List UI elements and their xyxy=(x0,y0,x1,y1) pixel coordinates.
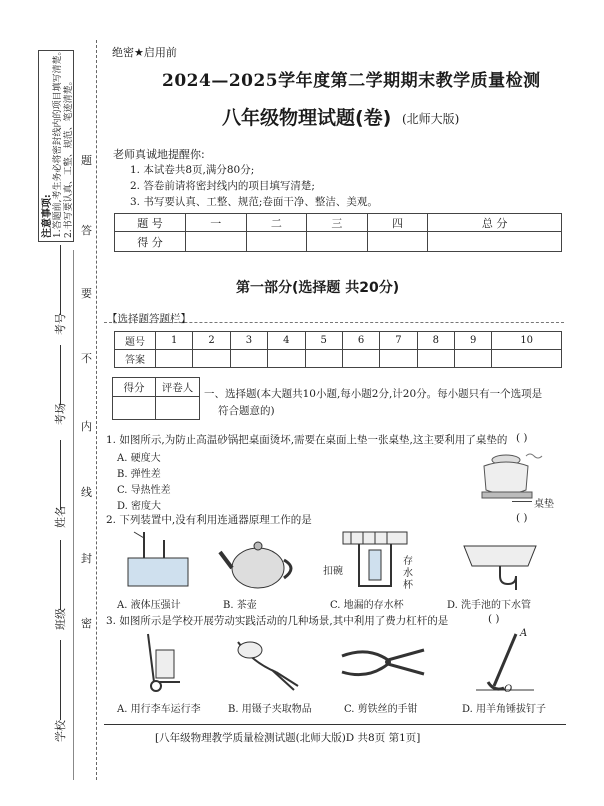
answer-number: 7 xyxy=(380,332,417,350)
q3-luggage-cart-figure xyxy=(140,632,190,694)
q1-option-a[interactable]: A. 硬度大 xyxy=(117,453,161,464)
q2-sink-figure xyxy=(460,540,540,592)
answer-number: 2 xyxy=(193,332,230,350)
answer-cell[interactable] xyxy=(230,350,267,368)
answer-cell[interactable] xyxy=(492,350,562,368)
q3-option-c[interactable]: C. 剪铁丝的手钳 xyxy=(344,704,418,715)
q2-option-b[interactable]: B. 茶壶 xyxy=(223,600,257,611)
grader-score-cell[interactable] xyxy=(113,397,156,420)
section1-instruction: 一、选择题(本大题共10小题,每小题2分,计20分。每小题只有一个选项是 xyxy=(204,388,543,400)
field-school: 学校 xyxy=(54,720,67,742)
score-header-cell: 题 号 xyxy=(115,214,186,232)
field-exam-number: 考号 xyxy=(54,313,67,335)
grader-name-cell[interactable] xyxy=(156,397,200,420)
answer-number: 9 xyxy=(455,332,492,350)
score-header-cell: 一 xyxy=(186,214,247,232)
answer-row-label: 答案 xyxy=(115,350,156,368)
question-1-paren: ( ) xyxy=(516,432,528,444)
q3-pliers-figure xyxy=(338,636,428,692)
q3-option-d[interactable]: D. 用羊角锤拔钉子 xyxy=(462,704,547,715)
score-header-cell: 二 xyxy=(246,214,307,232)
score-row-label: 得 分 xyxy=(115,232,186,252)
score-table xyxy=(114,213,562,252)
answer-number: 1 xyxy=(156,332,193,350)
notice-title: 注意事项: xyxy=(42,194,53,238)
q3-force-label: A xyxy=(520,628,528,639)
seal-word: 密 xyxy=(81,617,92,630)
score-header-cell: 总 分 xyxy=(428,214,562,232)
question-3-stem: 3. 如图所示是学校开展劳动实践活动的几种场景,其中利用了费力杠杆的是 xyxy=(106,615,449,627)
answer-cell[interactable] xyxy=(193,350,230,368)
answer-cell[interactable] xyxy=(380,350,417,368)
answer-number: 6 xyxy=(342,332,379,350)
grader-label: 评卷人 xyxy=(156,378,200,397)
grader-score-label: 得分 xyxy=(113,378,156,397)
notice-line-2: 2.书写要认真、工整、规范、笔迹清楚。 xyxy=(64,76,74,238)
score-cell[interactable] xyxy=(186,232,247,252)
seal-word: 不 xyxy=(81,352,92,365)
answer-cell[interactable] xyxy=(156,350,193,368)
question-2-paren: ( ) xyxy=(516,512,528,524)
exam-title: 2024—2025学年度第二学期期末教学质量检测 xyxy=(162,71,541,91)
seal-word: 答 xyxy=(81,224,92,237)
reminder-item: 1. 本试卷共8页,满分80分; xyxy=(130,164,255,176)
q3-option-b[interactable]: B. 用镊子夹取物品 xyxy=(228,704,312,715)
reminder-title: 老师真诚地提醒你: xyxy=(113,148,205,161)
q1-option-d[interactable]: D. 密度大 xyxy=(117,501,162,512)
q2-teapot-figure xyxy=(218,538,298,592)
seal-word: 封 xyxy=(81,552,92,565)
question-3-paren: ( ) xyxy=(488,613,500,625)
seal-line xyxy=(96,40,97,780)
answer-box-title: 【选择题答题栏】 xyxy=(107,313,191,325)
answer-cell[interactable] xyxy=(417,350,454,368)
q2-cup-label: 水 xyxy=(403,568,413,579)
answer-number: 5 xyxy=(305,332,342,350)
seal-word: 内 xyxy=(81,420,92,433)
reminder-item: 2. 答卷前请将密封线内的项目填写清楚; xyxy=(130,180,315,192)
q1-option-c[interactable]: C. 导热性差 xyxy=(117,485,171,496)
answer-table xyxy=(114,331,562,368)
q2-cup-label: 杯 xyxy=(403,580,413,591)
answer-number: 10 xyxy=(492,332,562,350)
answer-cell[interactable] xyxy=(305,350,342,368)
seal-word: 题 xyxy=(81,154,92,167)
score-header-cell: 三 xyxy=(307,214,368,232)
subject-title: 八年级物理试题(卷) xyxy=(222,107,392,129)
score-cell[interactable] xyxy=(307,232,368,252)
q2-option-c[interactable]: C. 地漏的存水杯 xyxy=(330,600,404,611)
field-name: 姓名 xyxy=(54,506,67,528)
q2-option-d[interactable]: D. 洗手池的下水管 xyxy=(447,600,532,611)
field-exam-room: 考场 xyxy=(54,403,67,425)
answer-number: 4 xyxy=(268,332,305,350)
answer-cell[interactable] xyxy=(268,350,305,368)
seal-word: 线 xyxy=(81,486,92,499)
grader-table xyxy=(112,377,200,420)
answer-number: 8 xyxy=(417,332,454,350)
question-1-stem: 1. 如图所示,为防止高温砂锅把桌面烫坏,需要在桌面上垫一张桌垫,这主要利用了桌垫的 xyxy=(106,434,508,446)
field-class: 班级 xyxy=(54,608,67,630)
q2-cup-label: 存 xyxy=(403,556,413,567)
seal-line-2 xyxy=(73,250,74,780)
score-cell[interactable] xyxy=(246,232,307,252)
answer-number: 3 xyxy=(230,332,267,350)
seal-word: 要 xyxy=(81,287,92,300)
page-footer: [八年级物理教学质量检测试题(北师大版)D 共8页 第1页] xyxy=(155,732,421,744)
part1-title: 第一部分(选择题 共20分) xyxy=(236,280,400,296)
q3-pivot-label: O xyxy=(504,684,513,695)
q1-mat-label: 桌垫 xyxy=(534,499,554,510)
q2-option-a[interactable]: A. 液体压强计 xyxy=(117,600,181,611)
reminder-item: 3. 书写要认真、工整、规范;卷面干净、整洁、美观。 xyxy=(130,196,378,208)
question-2-stem: 2. 下列装置中,没有利用连通器原理工作的是 xyxy=(106,514,312,526)
q1-option-b[interactable]: B. 弹性差 xyxy=(117,469,161,480)
answer-cell[interactable] xyxy=(455,350,492,368)
q2-bowl-label: 扣碗 xyxy=(323,566,343,577)
secret-label: 绝密★启用前 xyxy=(112,46,177,59)
q3-option-a[interactable]: A. 用行李车运行李 xyxy=(117,704,201,715)
edition-label: (北师大版) xyxy=(402,112,460,126)
score-cell[interactable] xyxy=(367,232,428,252)
answer-row-label: 题号 xyxy=(115,332,156,350)
notice-line-1: 1.答题前,考生务必将密封线内的项目填写清楚。 xyxy=(53,46,63,238)
score-header-cell: 四 xyxy=(367,214,428,232)
answer-cell[interactable] xyxy=(342,350,379,368)
q3-tweezers-figure xyxy=(232,632,302,694)
score-cell[interactable] xyxy=(428,232,562,252)
section1-instruction-2: 符合题意的) xyxy=(218,405,275,417)
q2-manometer-figure xyxy=(122,530,192,592)
